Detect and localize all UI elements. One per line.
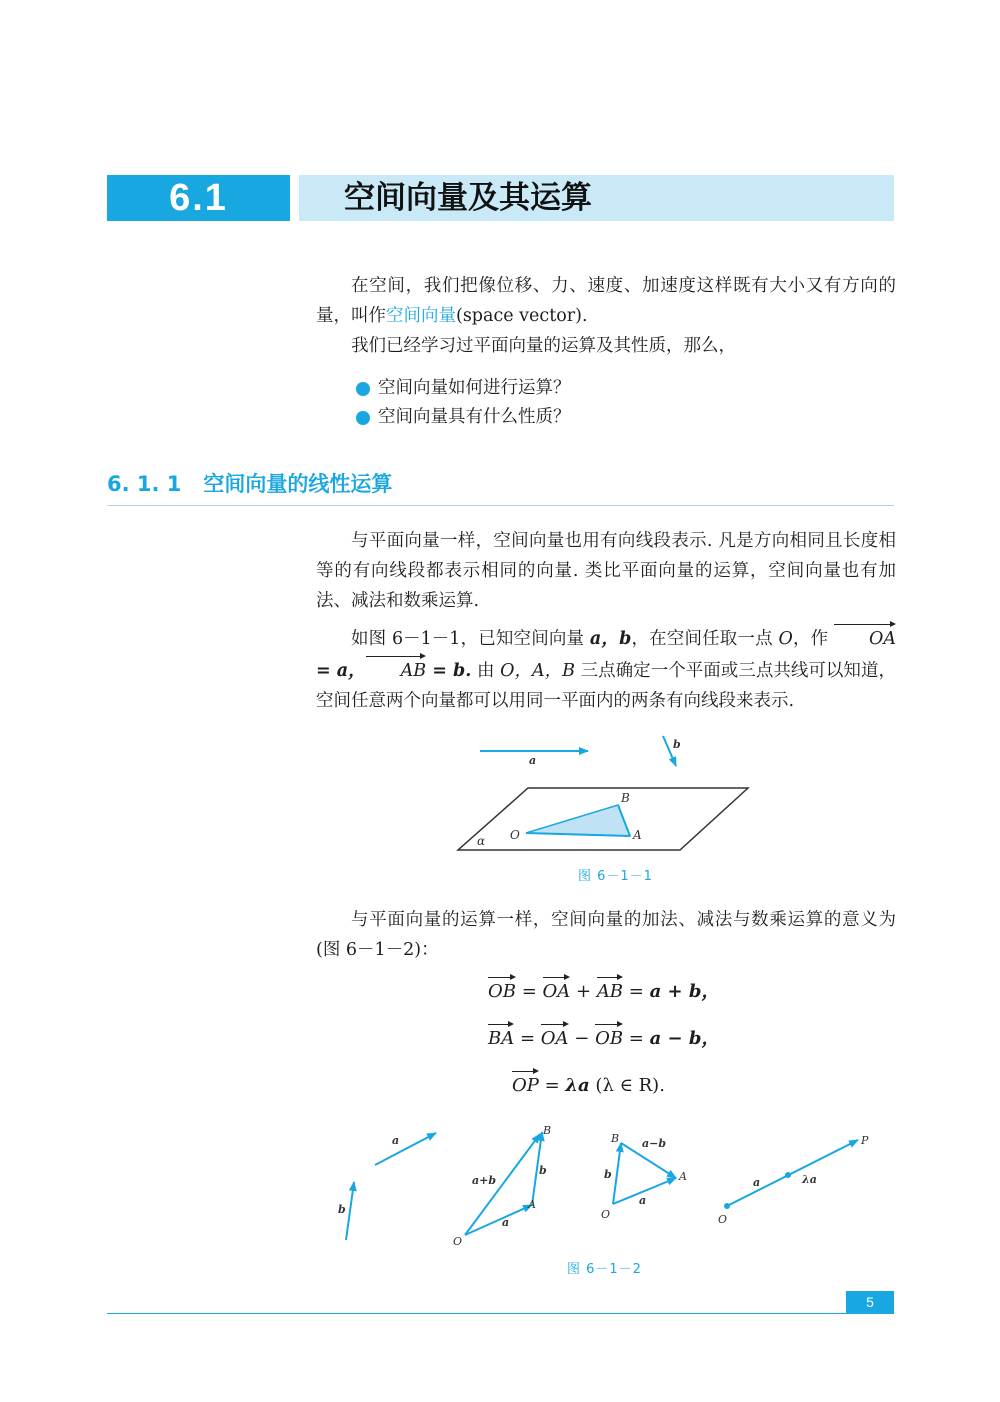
- section-banner: [107, 175, 894, 221]
- svg-text:λa: λa: [802, 1173, 817, 1186]
- subsection-heading: [107, 468, 392, 498]
- formula-addition: OB = OA + AB = a + b，: [488, 975, 719, 1007]
- svg-text:a: a: [502, 1216, 510, 1229]
- svg-text:O: O: [718, 1213, 728, 1226]
- bullet-dot-icon: [356, 411, 370, 425]
- label-A: A: [633, 828, 642, 842]
- svg-text:B: B: [543, 1124, 552, 1137]
- svg-text:a: a: [753, 1176, 761, 1189]
- list-item: 空间向量如何进行运算？: [356, 374, 571, 403]
- vec-a: [375, 1133, 436, 1165]
- label-alpha: α: [477, 834, 486, 848]
- footer-rule: [107, 1313, 894, 1314]
- intro-text: [316, 271, 896, 361]
- svg-text:a−b: a−b: [642, 1137, 667, 1150]
- banner-gap: [290, 175, 299, 221]
- body-paragraph-4: 如图 6－1－1，已知空间向量 a，b，在空间任取一点 O，作 OA = a， AB = b. 由 O，A，B 三点确定一个平面或三点共线可以知道，空间任意两个向量都可以用同一平面内的两条有向线段来表示.: [316, 622, 896, 716]
- label-O: O: [510, 828, 520, 842]
- subsection-rule: [107, 505, 894, 506]
- vector-AB: AB: [366, 654, 427, 686]
- vec-b: [346, 1182, 354, 1240]
- body-paragraph-3: 与平面向量一样，空间向量也用有向线段表示. 凡是方向相同且长度相等的有向线段都表示相同的向量. 类比平面向量的运算，空间向量也有加法、减法和数乘运算.: [316, 531, 896, 611]
- body-paragraph-5: 与平面向量的运算一样，空间向量的加法、减法与数乘运算的意义为(图 6－1－2)：: [316, 910, 896, 960]
- label-B: B: [621, 791, 630, 805]
- subsection-title: 空间向量的线性运算: [203, 472, 393, 496]
- formula-subtraction: BA = OA − OB = a − b，: [488, 1022, 719, 1054]
- svg-text:a: a: [392, 1134, 400, 1147]
- svg-text:A: A: [679, 1170, 687, 1183]
- intro-paragraph-2: 我们已经学习过平面向量的运算及其性质，那么，: [351, 336, 736, 356]
- figure-caption-2: 图 6－1－2: [567, 1262, 642, 1277]
- figure-6-1-2: [330, 1120, 890, 1250]
- bullet-dot-icon: [356, 382, 370, 396]
- formula-scalar: OP = λa (λ ∈ R).: [512, 1069, 665, 1101]
- body-text-2: [316, 905, 896, 965]
- section-title: 空间向量及其运算: [344, 180, 592, 216]
- svg-text:O: O: [601, 1208, 611, 1221]
- svg-text:P: P: [861, 1134, 869, 1147]
- list-item: 空间向量具有什么性质？: [356, 403, 571, 432]
- section-number: 6.1: [107, 175, 290, 221]
- vector-OA: OA: [834, 622, 896, 654]
- intro-paragraph-1: 在空间，我们把像位移、力、速度、加速度这样既有大小又有方向的量，叫作空间向量(space vector).: [316, 276, 896, 326]
- svg-text:B: B: [611, 1132, 620, 1145]
- label-a: a: [529, 754, 537, 767]
- svg-text:a+b: a+b: [472, 1174, 497, 1187]
- question-list: [356, 374, 571, 432]
- svg-text:b: b: [338, 1203, 346, 1216]
- svg-text:b: b: [539, 1164, 547, 1177]
- term-space-vector: 空间向量: [386, 306, 456, 326]
- svg-text:A: A: [528, 1198, 536, 1211]
- figure-6-1-1: [440, 728, 760, 863]
- subsection-number: 6. 1. 1: [107, 472, 182, 496]
- svg-text:b: b: [604, 1168, 612, 1181]
- svg-text:a: a: [639, 1194, 647, 1207]
- page-number: 5: [846, 1291, 894, 1314]
- label-b: b: [673, 738, 681, 751]
- body-text: [316, 526, 896, 716]
- figure-caption-1: 图 6－1－1: [578, 869, 653, 884]
- svg-text:O: O: [453, 1235, 463, 1248]
